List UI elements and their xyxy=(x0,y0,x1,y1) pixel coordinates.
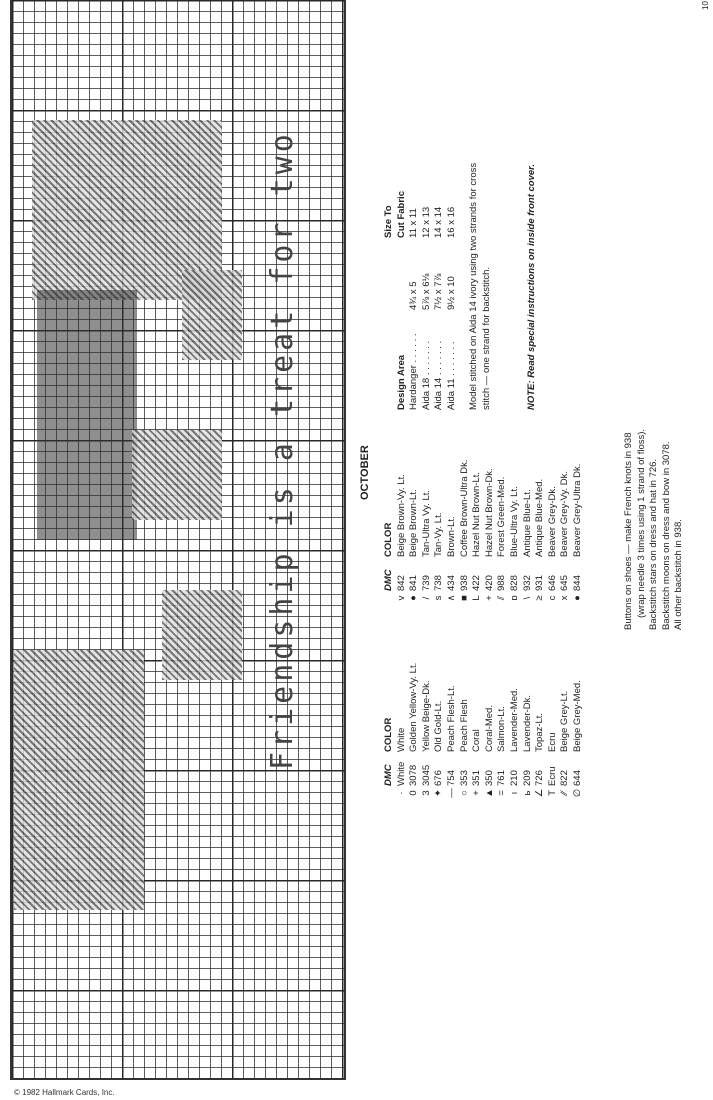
chart-pumpkin-2 xyxy=(132,430,222,520)
model-note: Model stitched on Aida 14 ivory using two strands for cross stitch — one strand for backstitch. xyxy=(468,162,492,410)
legend-row: ○ 353 Peach Flesh xyxy=(458,699,470,796)
legend-column-1 xyxy=(383,663,585,800)
legend-row: ✦ 676 Old Gold-Lt. xyxy=(433,700,445,797)
page-marker: 10 xyxy=(701,1,710,10)
size-row: Aida 14 . . . . . . . 7½ x 7⅞ 14 x 14 xyxy=(433,206,445,410)
size-row: Aida 11 . . . . . . . 9½ x 10 16 x 16 xyxy=(445,206,457,410)
legend-row: 3 3045 Yellow Beige-Dk. xyxy=(420,680,432,796)
legend-row: T Ecru Ecru xyxy=(546,732,558,796)
legend-row: L 422 Hazel Nut Brown-Lt. xyxy=(471,471,483,601)
legend-row: ▲ 350 Coral-Med. xyxy=(483,705,495,798)
legend-row: v 842 Beige Brown-Vy. Lt. xyxy=(395,474,407,601)
legend-row: ɒ 828 Blue-Ultra Vy. Lt. xyxy=(508,486,520,601)
chart-legend-rotated xyxy=(355,0,713,1100)
legend-row: ■ 938 Coffee Brown-Ultra Dk. xyxy=(458,459,470,601)
legend-row: ı 210 Lavender-Med. xyxy=(508,688,520,795)
legend-row: = 761 Salmon-Lt. xyxy=(496,706,508,796)
legend-row: / 739 Tan-Ultra Vy. Lt. xyxy=(420,489,432,600)
legend-row: ⫽ 988 Forest Green-Med. xyxy=(496,476,508,601)
legend-header: DMC COLOR xyxy=(383,717,394,786)
legend-row: 0 3078 Golden Yellow-Vy. Lt. xyxy=(408,662,420,796)
chart-figure-girl xyxy=(14,650,144,910)
legend-row: c 646 Beaver Grey-Dk. xyxy=(546,486,558,601)
legend-row: ● 844 Beaver Grey-Ultra Dk. xyxy=(571,463,583,601)
legend-row: x 645 Beaver Grey-Vy. Dk. xyxy=(559,470,571,601)
legend-row: + 420 Hazel Nut Brown-Dk. xyxy=(483,468,495,601)
copyright: © 1982 Hallmark Cards, Inc. xyxy=(14,1088,115,1097)
legend-row: ● 841 Beige Brown-Lt. xyxy=(408,489,420,601)
legend-row: ⁄⁄ 822 Beige Grey-Lt. xyxy=(559,690,571,795)
legend-row: ∧ 434 Brown-Lt. xyxy=(445,516,457,602)
chart-title: OCTOBER xyxy=(359,445,371,500)
legend-row: · White White xyxy=(395,727,407,795)
legend-row: s 738 Tan-Vy. Lt. xyxy=(433,512,445,601)
stitch-notes: Buttons on shoes — make French knots in 938 (wrap needle 3 times using 1 strand of floss). Backstitch stars on dress and hat in 726. Backstitch moons on dress and bow in 3078. All other backstitch in 938. xyxy=(623,428,684,630)
size-row: Hardanger . . . . . . 4¾ x 5 11 x 11 xyxy=(408,208,420,410)
chart-pumpkin-1 xyxy=(182,270,242,360)
legend-row: \ 932 Antique Blue-Lt. xyxy=(521,489,533,600)
legend-row: ∠ 726 Topaz-Lt. xyxy=(534,712,546,798)
legend-row: + 351 Coral xyxy=(471,729,483,796)
chart-motto-text: Friendship is a treat for two xyxy=(265,130,300,770)
fabric-size-table: Size To Design Area Cut Fabric Hardanger . . . . . . 4¾ x 5 11 x 11 Aida 18 . . . . . . . 5⅞ x 6⅛ 12 x 13 Aida 14 . . . . . . . 7½ x 7⅞ 14 x 14 Aida 11 . . . . . . . 9½ x 10 16 x 16 xyxy=(383,168,459,410)
special-note: NOTE: Read special instructions on inside front cover. xyxy=(526,164,537,410)
legend-row: ≥ 931 Antique Blue-Med. xyxy=(534,478,546,601)
size-row: Aida 18 . . . . . . . 5⅞ x 6⅛ 12 x 13 xyxy=(420,206,432,410)
legend-row: ∅ 644 Beige Grey-Med. xyxy=(571,680,583,798)
legend-header: DMC COLOR xyxy=(383,522,394,591)
legend-row: — 754 Peach Flesh-Lt. xyxy=(445,685,457,798)
chart-pumpkin-3 xyxy=(162,590,242,680)
legend-row: ь 209 Lavender-Dk. xyxy=(521,694,533,796)
chart-figure-body xyxy=(37,290,137,540)
legend-column-2 xyxy=(383,460,585,606)
